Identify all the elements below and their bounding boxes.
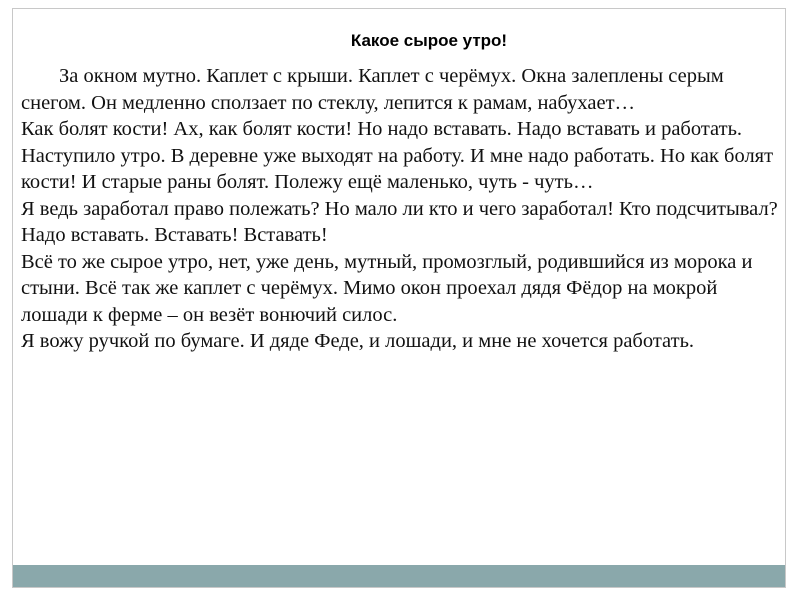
footer-bar: [13, 565, 785, 587]
paragraph: Наступило утро. В деревне уже выходят на работу. И мне надо работать. Но как болят кости! И старые раны болят. Полежу ещё маленько, чуть - чуть…: [21, 144, 774, 193]
paragraph: Я вожу ручкой по бумаге. И дяде Феде, и лошади, и мне не хочется работать.: [21, 330, 695, 352]
text-body: [21, 63, 781, 355]
paragraph: Как болят кости! Ах, как болят кости! Но надо вставать. Надо вставать и работать.: [21, 118, 743, 140]
paragraph: Я ведь заработал право полежать? Но мало ли кто и чего заработал! Кто подсчитывал? Надо вставать. Вставать! Вставать!: [21, 197, 778, 246]
paragraph: За окном мутно. Каплет с крыши. Каплет с черёмух. Окна залеплены серым снегом. Он медленно сползает по стеклу, лепится к рамам, набухает…: [21, 65, 724, 114]
text-title: Какое сырое утро!: [350, 31, 508, 50]
slide: [12, 8, 786, 588]
paragraph: Всё то же сырое утро, нет, уже день, мутный, промозглый, родившийся из морока и стыни. Всё так же каплет с черёмух. Мимо окон проехал дядя Фёдор на мокрой лошади к ферме – он везёт вонючий силос.: [21, 250, 753, 326]
